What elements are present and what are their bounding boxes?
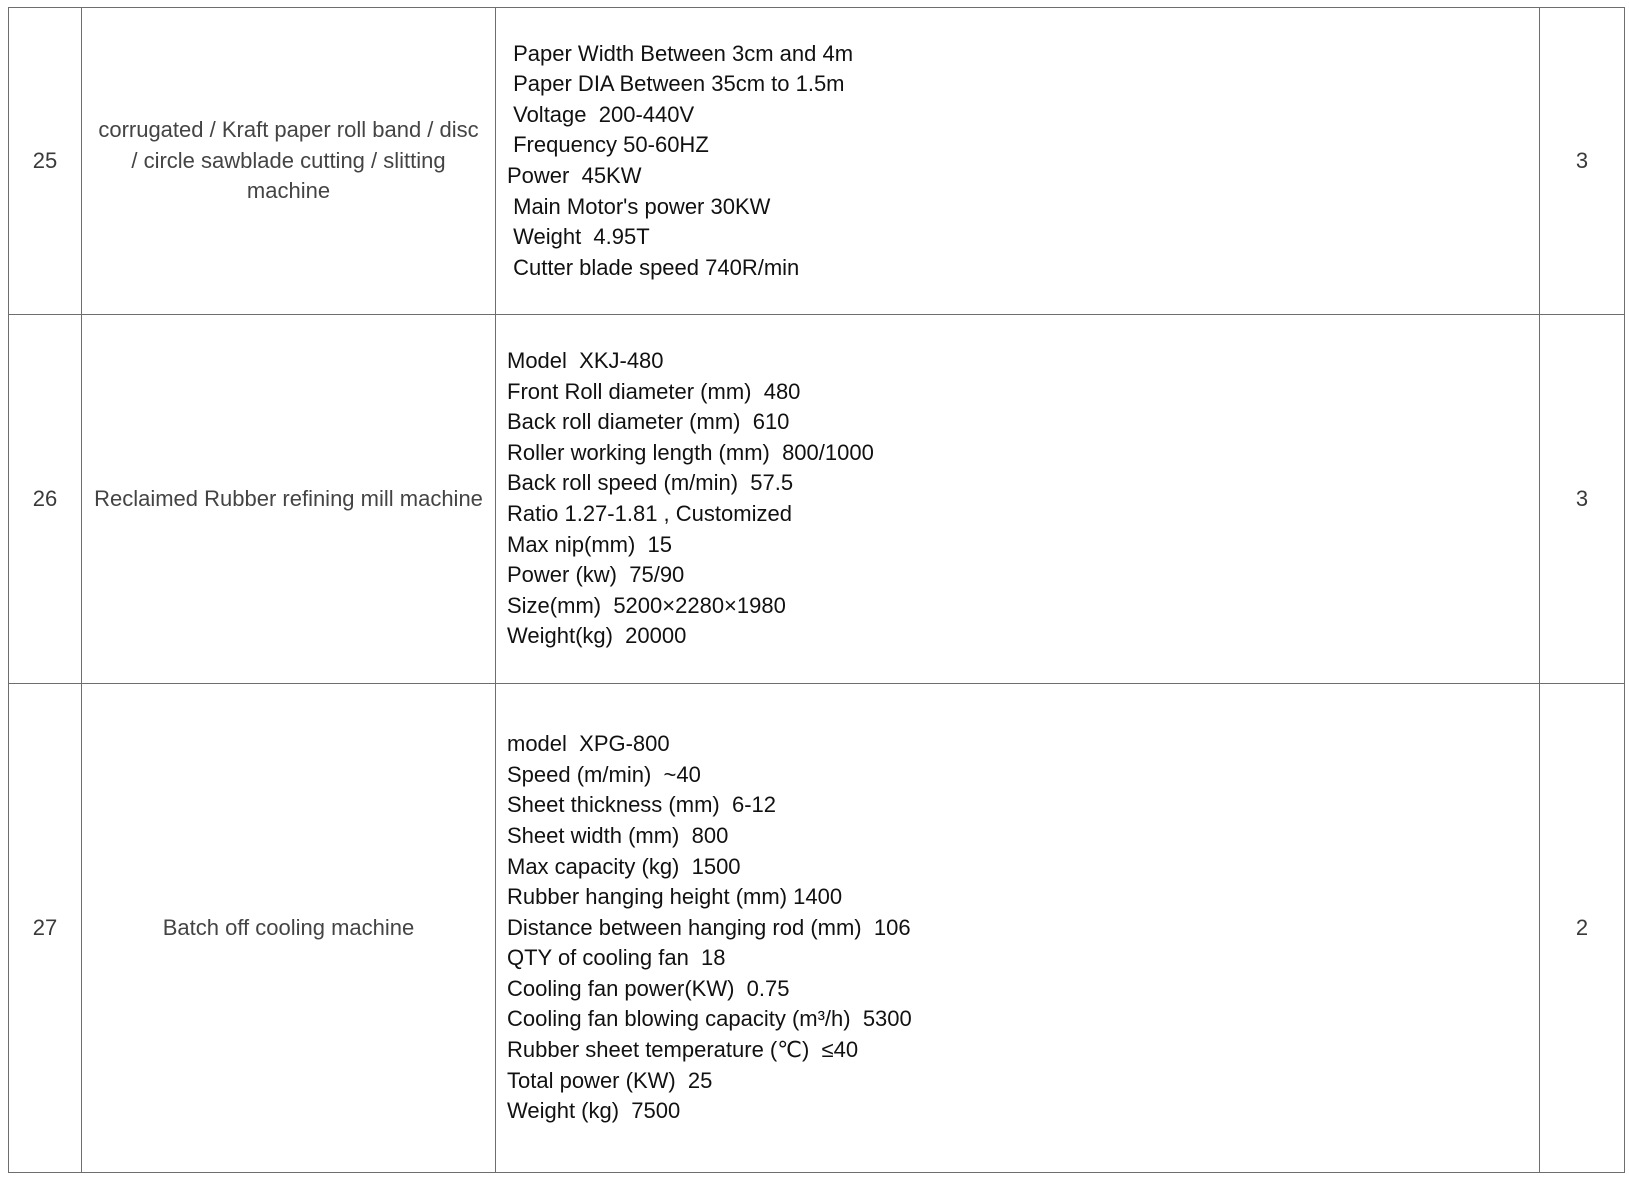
equipment-table: [8, 7, 1625, 1173]
spec-line: Main Motor's power 30KW: [507, 193, 771, 219]
spec-line: Sheet thickness (mm) 6-12: [507, 792, 776, 818]
table-row: [9, 8, 1625, 315]
machine-name: Reclaimed Rubber refining mill machine: [82, 315, 496, 684]
spec-line: Power (kw) 75/90: [507, 562, 685, 588]
spec-line: Size(mm) 5200×2280×1980: [507, 592, 786, 618]
specification-list: [496, 315, 1540, 684]
spec-line: model XPG-800: [507, 731, 670, 757]
spec-line: Power 45KW: [507, 163, 642, 188]
specification-list: [496, 684, 1540, 1173]
spec-line: Cutter blade speed 740R/min: [507, 254, 800, 280]
spec-line: Rubber hanging height (mm) 1400: [507, 884, 843, 910]
spec-line: Distance between hanging rod (mm) 106: [507, 914, 911, 940]
spec-line: Sheet width (mm) 800: [507, 822, 729, 848]
item-number: 26: [9, 315, 82, 684]
spec-line: Model XKJ-480: [507, 348, 664, 374]
spec-line: Back roll diameter (mm) 610: [507, 409, 790, 435]
item-number: 27: [9, 684, 82, 1173]
spec-line: Rubber sheet temperature (℃) ≤40: [507, 1037, 859, 1063]
spec-line: Max capacity (kg) 1500: [507, 853, 741, 879]
spec-line: Voltage 200-440V: [507, 101, 695, 127]
table-row: [9, 315, 1625, 684]
spec-line: Paper Width Between 3cm and 4m: [507, 40, 854, 66]
spec-line: Weight 4.95T: [507, 224, 650, 250]
item-number: 25: [9, 8, 82, 315]
spec-line: Weight (kg) 7500: [507, 1098, 681, 1124]
machine-name: corrugated / Kraft paper roll band / disc / circle sawblade cutting / slitting machine: [82, 8, 496, 315]
spec-line: Paper DIA Between 35cm to 1.5m: [507, 71, 845, 97]
spec-line: Frequency 50-60HZ: [507, 132, 709, 158]
quantity: 3: [1540, 315, 1625, 684]
spec-line: Ratio 1.27-1.81 , Customized: [507, 501, 792, 526]
spec-line: Back roll speed (m/min) 57.5: [507, 470, 794, 496]
machine-name: Batch off cooling machine: [82, 684, 496, 1173]
spec-line: Front Roll diameter (mm) 480: [507, 378, 801, 404]
quantity: 3: [1540, 8, 1625, 315]
spec-line: Speed (m/min) ~40: [507, 761, 701, 787]
spec-line: Total power (KW) 25: [507, 1067, 713, 1093]
table-row: [9, 684, 1625, 1173]
spec-line: Roller working length (mm) 800/1000: [507, 439, 874, 465]
quantity: 2: [1540, 684, 1625, 1173]
spec-line: Cooling fan power(KW) 0.75: [507, 975, 790, 1001]
spec-line: Cooling fan blowing capacity (m³/h) 5300: [507, 1006, 912, 1032]
spec-line: Max nip(mm) 15: [507, 531, 673, 557]
specification-list: [496, 8, 1540, 315]
spec-line: QTY of cooling fan 18: [507, 945, 726, 971]
spec-line: Weight(kg) 20000: [507, 623, 687, 649]
